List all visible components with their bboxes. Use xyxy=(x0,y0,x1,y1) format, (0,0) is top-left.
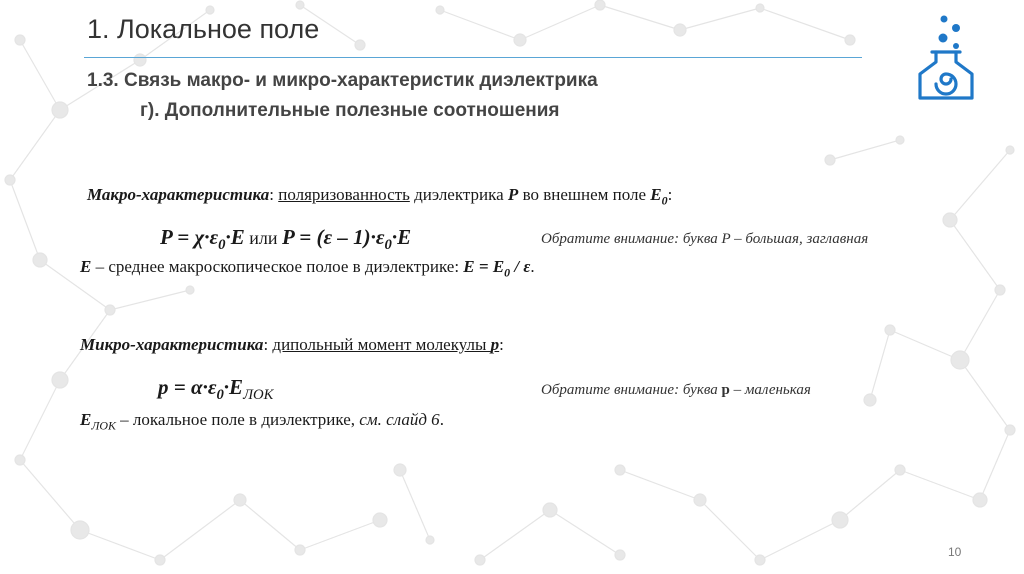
mean-field-line: E – среднее макроскопическое полое в диэлектрике: $E = E_0 / \varepsilon$. xyxy=(80,257,535,280)
title-divider xyxy=(84,57,862,58)
macro-characteristic-line: Макро-характеристика: поляризованность диэлектрика P во внешнем поле $E_0$: xyxy=(87,185,673,208)
micro-label: Микро-характеристика xyxy=(80,335,264,354)
dipole-term: дипольный момент молекулы p xyxy=(272,335,500,354)
polarization-formula: $P = \chi\cdot\varepsilon_0\cdot E$ или $P = (\varepsilon - 1)\cdot\varepsilon_0\cdot E$ xyxy=(160,225,412,254)
slide-title: 1. Локальное поле xyxy=(87,14,320,44)
polarization-term: поляризованность xyxy=(278,185,410,204)
subsection-subtitle: г). Дополнительные полезные соотношения xyxy=(140,100,560,121)
dipole-formula: $p = \alpha\cdot\varepsilon_0\cdot E_{ЛОК}$ xyxy=(158,375,274,404)
slide-reference: см. слайд 6 xyxy=(359,410,440,429)
micro-characteristic-line: Микро-характеристика: дипольный момент молекулы p: xyxy=(80,335,504,354)
local-field-line: $E_{ЛОК}$ – локальное поле в диэлектрике, см. слайд 6. xyxy=(80,410,444,433)
note-capital-p: Обратите внимание: буква P – большая, заглавная xyxy=(541,231,869,247)
macro-label: Макро-характеристика xyxy=(87,185,270,204)
section-subtitle: 1.3. Связь макро- и микро-характеристик диэлектрика xyxy=(87,70,598,91)
page-number: 10 xyxy=(948,545,962,559)
flask-logo-icon xyxy=(914,14,978,106)
note-small-p: Обратите внимание: буква p – маленькая xyxy=(541,382,811,398)
